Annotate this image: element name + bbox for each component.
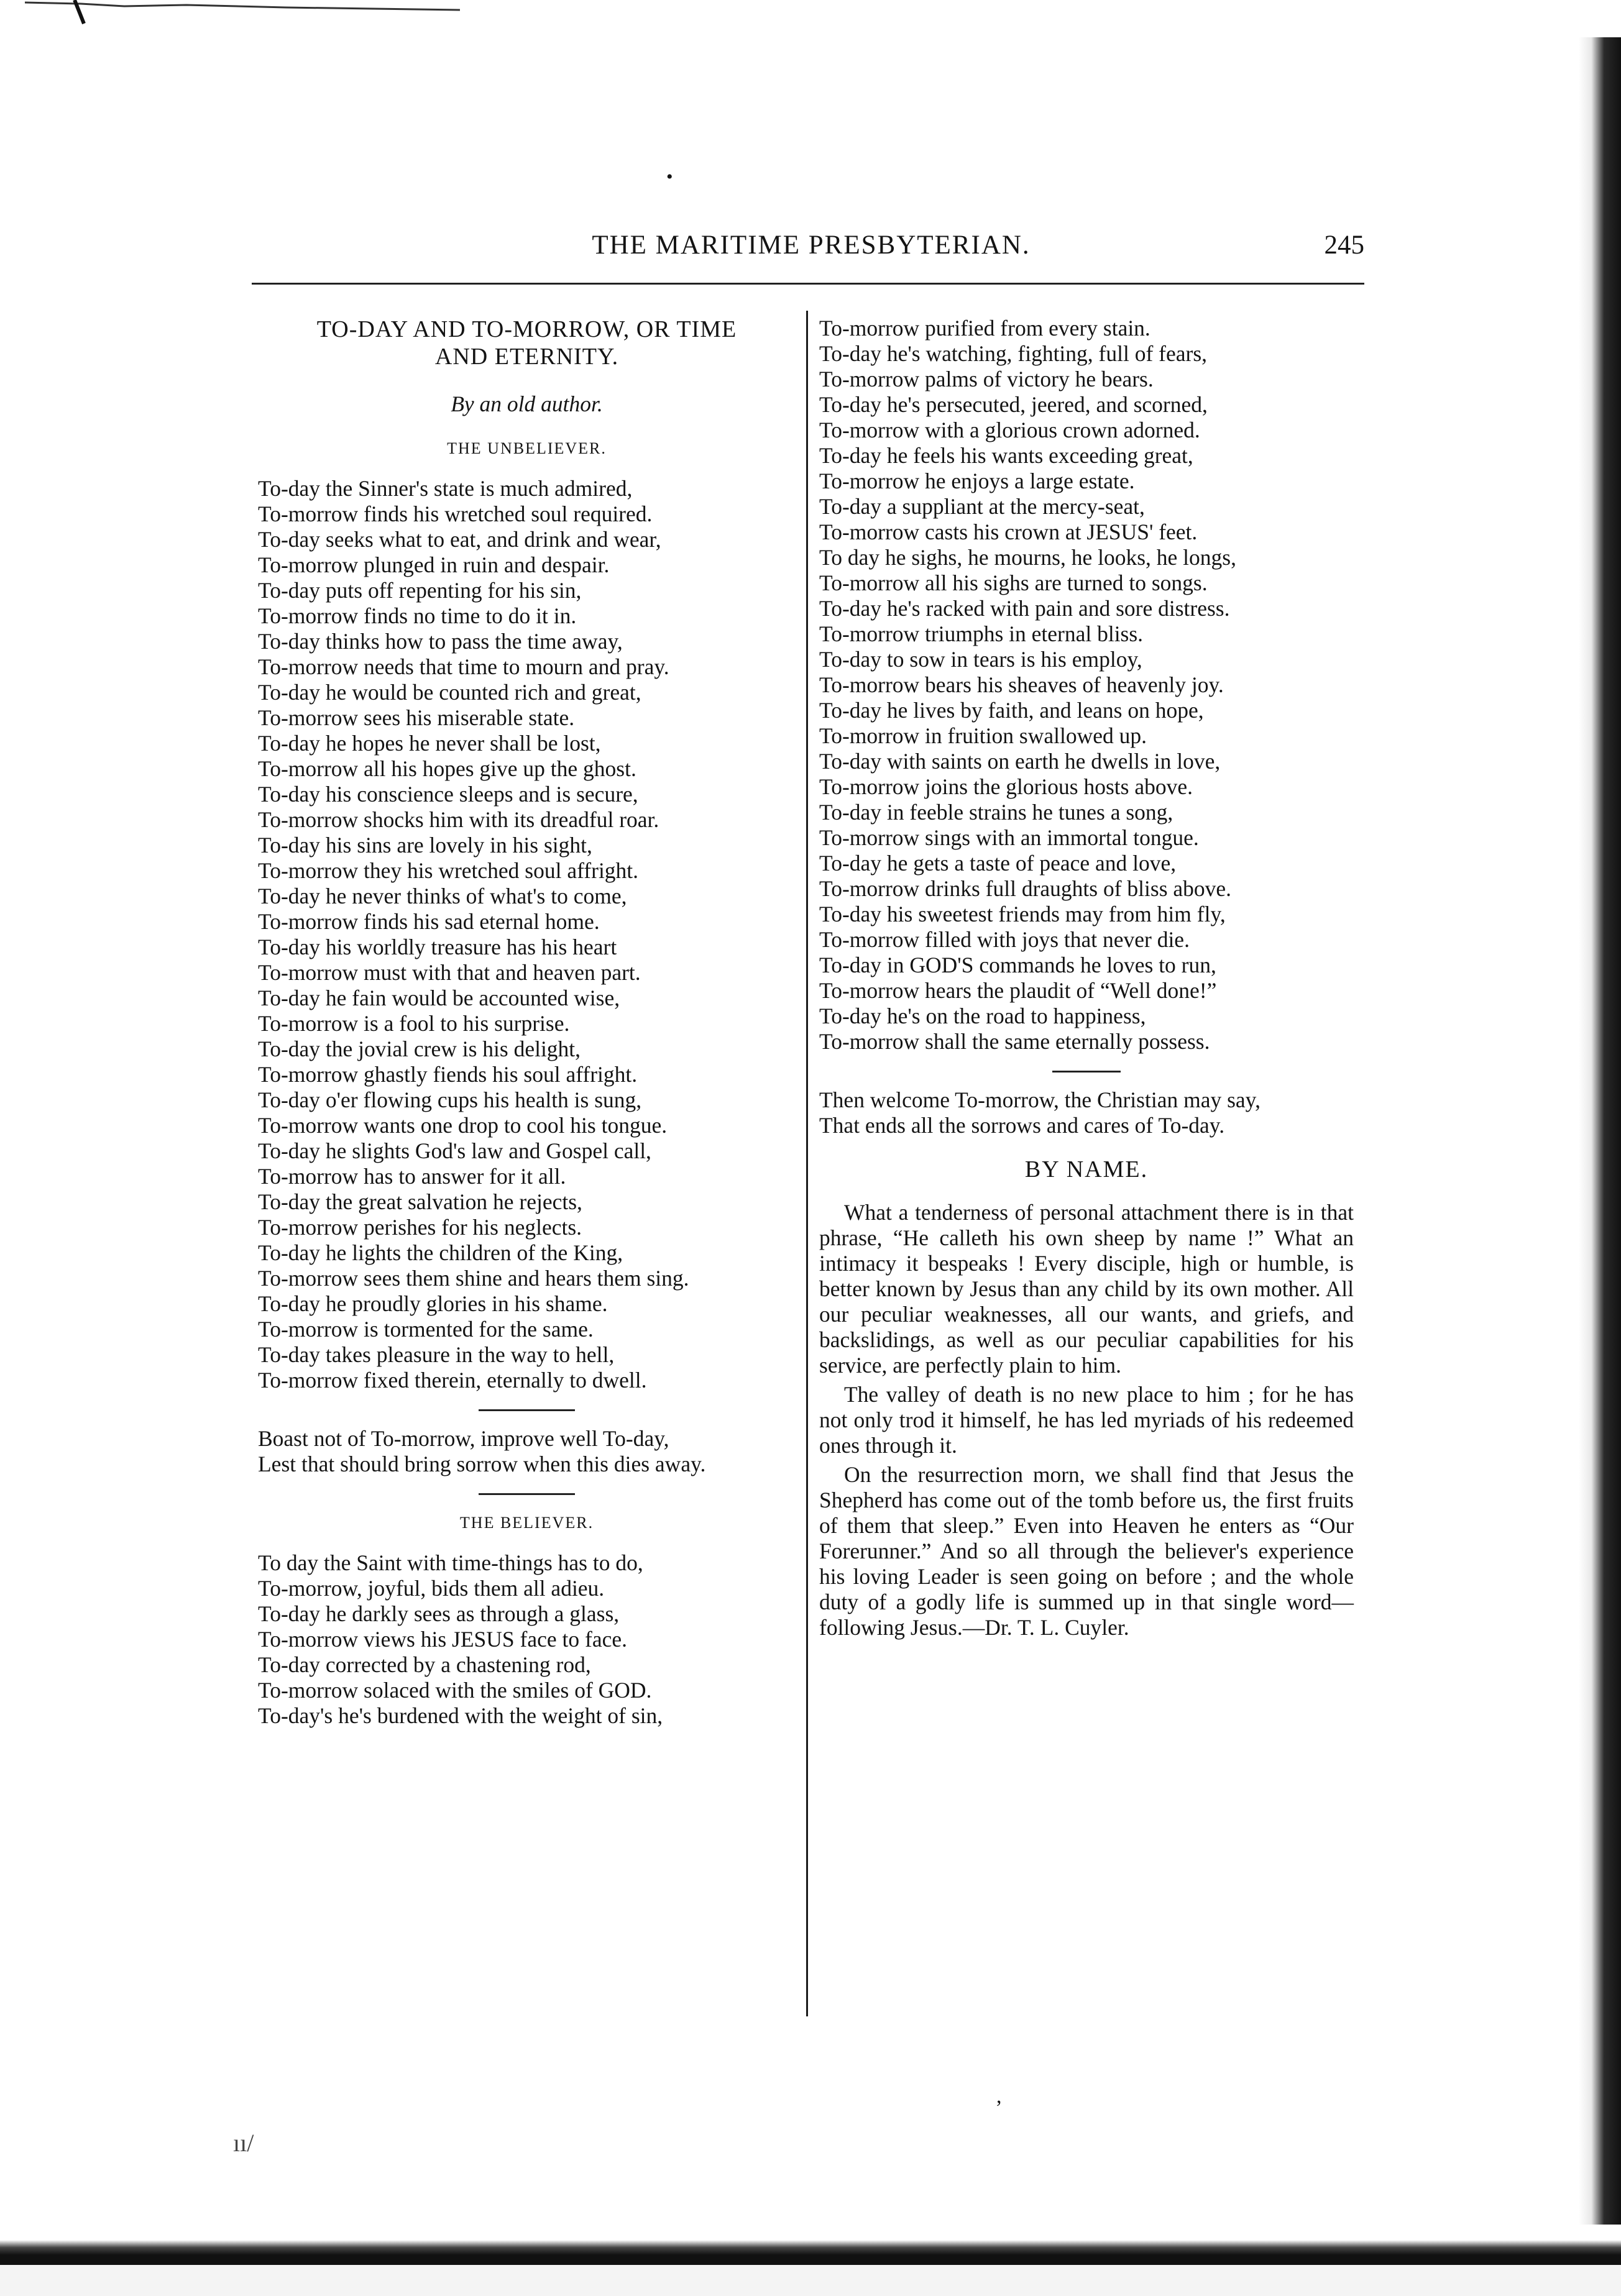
poem-line: To-day he gets a taste of peace and love, [819,851,1177,876]
poem-line: To-morrow drinks full draughts of bliss above. [819,876,1232,901]
article-paragraph: The valley of death is no new place to him ; for he has not only trod it himself, he has led myriads of his redeemed ones through it. [819,1382,1354,1458]
poem-line: To-day's he's burdened with the weight of sin, [258,1703,663,1728]
believer-heading: THE BELIEVER. [459,1514,594,1532]
couplet-line: That ends all the sorrows and cares of To-day. [819,1113,1225,1138]
poem-line: To-morrow casts his crown at JESUS' feet. [819,519,1198,544]
believer-poem-right [819,316,1354,1054]
poem-line: To day the Saint with time-things has to do, [258,1550,643,1575]
poem-line: To-morrow has to answer for it all. [258,1164,566,1189]
poem-line: To-morrow he enjoys a large estate. [819,469,1135,493]
poem-line: To-morrow sees his miserable state. [258,705,575,730]
right-column [819,316,1354,1640]
poem-line: To-morrow finds his wretched soul required. [258,501,653,526]
poem-line: To-morrow, joyful, bids them all adieu. [258,1576,605,1601]
poem-line: To-day he hopes he never shall be lost, [258,731,601,756]
poem-line: To-day he lights the children of the King, [258,1240,623,1265]
poem-line: To-morrow joins the glorious hosts above. [819,774,1193,799]
section-rule [479,1493,575,1495]
poem-line: To-morrow they his wretched soul affright. [258,858,639,883]
poem-line: To-day he's on the road to happiness, [819,1004,1146,1028]
running-head [258,230,1364,273]
poem-line: To day he sighs, he mourns, he looks, he longs, [819,545,1236,570]
poem-line: To-day his worldly treasure has his heart [258,935,617,959]
poem-line: To-morrow with a glorious crown adorned. [819,418,1200,442]
poem-line: To-morrow triumphs in eternal bliss. [819,621,1144,646]
poem-line: To-day he proudly glories in his shame. [258,1291,608,1316]
poem-line: To-day he fain would be accounted wise, [258,986,620,1010]
couplet-line: Boast not of To-morrow, improve well To-day, [258,1426,669,1451]
poem-line: To-morrow hears the plaudit of “Well done!” [819,978,1217,1003]
poem-line: To-morrow is tormented for the same. [258,1317,594,1342]
poem-line: To-day corrected by a chastening rod, [258,1652,591,1677]
poem-title-line-1: TO-DAY AND TO-MORROW, OR TIME [316,316,737,342]
poem-line: To-morrow filled with joys that never die. [819,927,1190,952]
poem-line: To-day the great salvation he rejects, [258,1189,582,1214]
poem-line: To-day a suppliant at the mercy-seat, [819,494,1145,519]
poem-line: To-morrow perishes for his neglects. [258,1215,582,1240]
scan-artifact-top [25,0,460,25]
stray-mark: , [996,2085,1002,2108]
poem-line: To-day his conscience sleeps and is secure, [258,782,638,807]
article-title: BY NAME. [1024,1156,1149,1182]
poem-line: To-day thinks how to pass the time away, [258,629,623,654]
poem-line: To-morrow all his sighs are turned to songs. [819,570,1208,595]
poem-line: To-morrow shocks him with its dreadful roar. [258,807,659,832]
poem-line: To-morrow solaced with the smiles of GOD. [258,1678,652,1703]
couplet-line: Lest that should bring sorrow when this dies away. [258,1452,706,1476]
poem-line: To-morrow fixed therein, eternally to dwell. [258,1368,647,1393]
poem-line: To-morrow wants one drop to cool his tongue. [258,1113,668,1138]
poem-line: To-day he would be counted rich and great, [258,680,641,705]
believer-poem-left [258,1550,796,1729]
scan-edge-right [1579,37,1621,2225]
poem-line: To-day he's persecuted, jeered, and scorned, [819,392,1208,417]
unbeliever-poem [258,476,796,1393]
poem-line: To-morrow shall the same eternally possess. [819,1029,1210,1054]
poem-line: To-day he lives by faith, and leans on hope, [819,698,1204,723]
poem-line: To-day he never thinks of what's to come, [258,884,627,908]
poem-line: To-morrow plunged in ruin and despair. [258,552,610,577]
column-divider [806,311,808,2016]
article-paragraph: What a tenderness of personal attachment there is in that phrase, “He calleth his own sheep by name !” What an intimacy it bespeaks ! Every disciple, high or humble, is better known by Jesus than any child by its own mother. All our peculiar weaknesses, all our wants, and griefs, and backslidings, as well as our peculiar capabilities for his service, are perfectly plain to him. [819,1200,1354,1378]
believer-couplet [819,1087,1354,1138]
poem-line: To-morrow finds his sad eternal home. [258,909,600,934]
section-rule [1052,1071,1121,1073]
left-column [258,316,796,1729]
poem-line: To-morrow all his hopes give up the ghost. [258,756,636,781]
poem-line: To-morrow purified from every stain. [819,316,1150,341]
poem-line: To-day in feeble strains he tunes a song, [819,800,1173,825]
section-rule [479,1409,575,1411]
poem-line: To-day his sweetest friends may from him fly, [819,902,1226,926]
margin-pencil-mark: ıı/ [233,2129,254,2157]
poem-line: To-day puts off repenting for his sin, [258,578,582,603]
couplet-line: Then welcome To-morrow, the Christian may say, [819,1087,1261,1112]
poem-byline: By an old author. [451,391,603,416]
page-number: 245 [1324,231,1364,260]
journal-title: THE MARITIME PRESBYTERIAN. [592,231,1031,260]
poem-line: To-morrow palms of victory he bears. [819,367,1154,391]
poem-line: To-day he's watching, fighting, full of fears, [819,341,1208,366]
poem-title-line-2: AND ETERNITY. [434,344,619,370]
poem-line: To-morrow ghastly fiends his soul affright. [258,1062,638,1087]
poem-line: To-day takes pleasure in the way to hell, [258,1342,615,1367]
scan-edge-bottom [0,2240,1621,2265]
poem-line: To-day o'er flowing cups his health is sung, [258,1087,642,1112]
poem-line: To-morrow must with that and heaven part. [258,960,641,985]
poem-line: To-morrow views his JESUS face to face. [258,1627,627,1652]
poem-line: To-morrow sings with an immortal tongue. [819,825,1199,850]
scan-margin-bottom [0,2265,1621,2296]
header-rule [252,283,1364,285]
poem-line: To-day he darkly sees as through a glass, [258,1601,620,1626]
poem-line: To-day he feels his wants exceeding great, [819,443,1193,468]
poem-line: To-day he slights God's law and Gospel call, [258,1138,651,1163]
unbeliever-heading: THE UNBELIEVER. [447,439,607,457]
poem-line: To-day his sins are lovely in his sight, [258,833,592,858]
poem-line: To-day seeks what to eat, and drink and wear, [258,527,661,552]
poem-line: To-morrow finds no time to do it in. [258,603,577,628]
poem-line: To-morrow bears his sheaves of heavenly joy. [819,672,1224,697]
unbeliever-couplet [258,1426,796,1477]
poem-line: To-day the jovial crew is his delight, [258,1036,581,1061]
poem-line: To-day the Sinner's state is much admired, [258,476,633,501]
stray-mark: • [666,167,673,187]
poem-line: To-day with saints on earth he dwells in love, [819,749,1221,774]
poem-line: To-day in GOD'S commands he loves to run, [819,953,1216,977]
article-paragraph: On the resurrection morn, we shall find that Jesus the Shepherd has come out of the tomb before us, the first fruits of them that sleep.” Even into Heaven he enters as “Our Forerunner.” And so all through the believer's experience his loving Leader is seen going on before ; and the whole duty of a godly life is summed up in that single word—following Jesus.—Dr. T. L. Cuyler. [819,1462,1354,1640]
poem-line: To-morrow sees them shine and hears them sing. [258,1266,689,1291]
poem-line: To-day to sow in tears is his employ, [819,647,1142,672]
poem-line: To-morrow is a fool to his surprise. [258,1011,570,1036]
poem-line: To-morrow needs that time to mourn and pray. [258,654,669,679]
article-body [819,1200,1354,1640]
poem-line: To-morrow in fruition swallowed up. [819,723,1147,748]
poem-line: To-day he's racked with pain and sore distress. [819,596,1230,621]
